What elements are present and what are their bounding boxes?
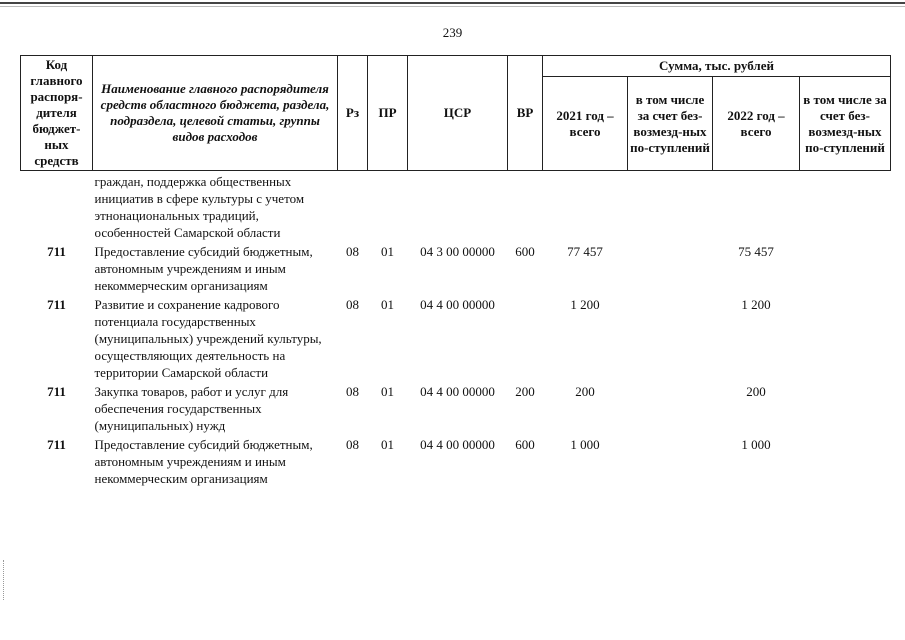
row-name: Предоставление субсидий бюджетным, автономным учреждениям и иным некоммерческим организациям	[94, 244, 313, 293]
row-rz: 08	[346, 384, 359, 399]
row-2021-free	[628, 383, 713, 436]
row-2022-total: 75 457	[738, 244, 774, 259]
row-name: Развитие и сохранение кадрового потенциала государственных (муниципальных) учреждений культуры, осуществляющих деятельность на территории Самарской области	[94, 297, 322, 380]
row-2022-total: 1 000	[741, 437, 771, 452]
row-2021-total: 200	[575, 384, 595, 399]
top-border-line-secondary	[0, 6, 905, 7]
row-vr: 200	[515, 384, 535, 399]
row-code: 711	[47, 384, 66, 399]
header-rz: Рз	[338, 56, 368, 171]
table-header	[21, 56, 891, 171]
row-code: 711	[47, 297, 66, 312]
row-2021-total: 1 200	[570, 297, 600, 312]
header-2021-total: 2021 год – всего	[543, 77, 628, 171]
row-code: 711	[47, 437, 66, 452]
row-csr: 04 3 00 00000	[420, 244, 495, 259]
header-pr: ПР	[368, 56, 408, 171]
table-row	[21, 296, 891, 383]
row-name: граждан, поддержка общественных инициатив в сфере культуры с учетом этнонациональных традиций, особенностей Самарской области	[94, 174, 305, 240]
row-code: 711	[47, 244, 66, 259]
row-csr: 04 4 00 00000	[420, 297, 495, 312]
row-pr: 01	[381, 384, 394, 399]
header-vr: ВР	[508, 56, 543, 171]
header-name: Наименование главного распорядителя средств областного бюджета, раздела, подраздела, целевой статьи, группы видов расходов	[93, 56, 338, 171]
header-2022-total: 2022 год – всего	[713, 77, 800, 171]
row-pr	[368, 171, 408, 244]
row-rz	[338, 171, 368, 244]
table-row	[21, 383, 891, 436]
table-body	[21, 171, 891, 490]
header-sum: Сумма, тыс. рублей	[543, 56, 891, 77]
row-rz: 08	[346, 297, 359, 312]
row-vr	[508, 296, 543, 383]
row-rz: 08	[346, 437, 359, 452]
row-vr: 600	[515, 244, 535, 259]
row-2021-free	[628, 243, 713, 296]
page-number: 239	[442, 25, 463, 40]
row-vr: 600	[515, 437, 535, 452]
row-pr: 01	[381, 297, 394, 312]
row-2022-total: 200	[746, 384, 766, 399]
row-2022-free	[800, 296, 891, 383]
row-csr: 04 4 00 00000	[420, 437, 495, 452]
header-2021-free: в том числе за счет без-возмезд-ных по-ступлений	[628, 77, 713, 171]
row-2022-free	[800, 171, 891, 244]
row-vr	[508, 171, 543, 244]
row-2021-total: 77 457	[567, 244, 603, 259]
scan-edge-mark	[3, 560, 5, 600]
table-row	[21, 243, 891, 296]
header-code: Код главного распоря-дителя бюджет-ных средств	[21, 56, 93, 171]
row-csr: 04 4 00 00000	[420, 384, 495, 399]
row-2022-free	[800, 383, 891, 436]
header-csr: ЦСР	[408, 56, 508, 171]
row-pr: 01	[381, 437, 394, 452]
row-2021-free	[628, 296, 713, 383]
budget-table	[20, 55, 891, 489]
row-csr	[408, 171, 508, 244]
row-2022-total	[713, 171, 800, 244]
table-row	[21, 171, 891, 244]
row-rz: 08	[346, 244, 359, 259]
row-2021-free	[628, 436, 713, 489]
row-code	[21, 171, 93, 244]
row-2021-total: 1 000	[570, 437, 600, 452]
row-2021-total	[543, 171, 628, 244]
row-pr: 01	[381, 244, 394, 259]
row-2022-total: 1 200	[741, 297, 771, 312]
row-2022-free	[800, 243, 891, 296]
row-name: Закупка товаров, работ и услуг для обеспечения государственных (муниципальных) нужд	[94, 384, 289, 433]
top-border-line	[0, 2, 905, 4]
header-2022-free: в том числе за счет без-возмезд-ных по-ступлений	[800, 77, 891, 171]
table-row	[21, 436, 891, 489]
row-2022-free	[800, 436, 891, 489]
row-2021-free	[628, 171, 713, 244]
row-name: Предоставление субсидий бюджетным, автономным учреждениям и иным некоммерческим организациям	[94, 437, 313, 486]
